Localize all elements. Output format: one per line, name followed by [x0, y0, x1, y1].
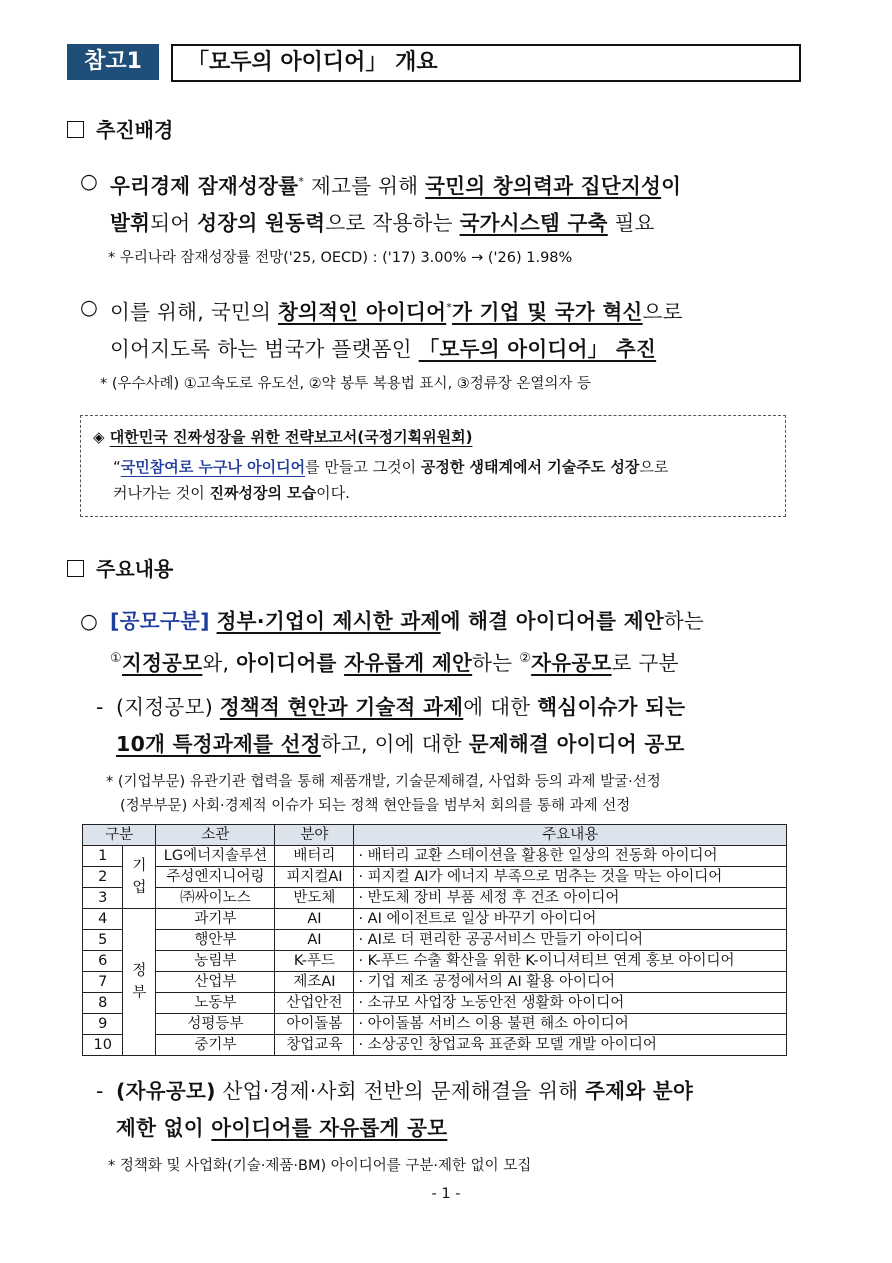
group-company: 기 업	[123, 846, 156, 909]
table-row	[83, 888, 787, 909]
table-row	[83, 993, 787, 1014]
reference-tag: 참고1	[67, 44, 159, 80]
table-header-category: 구분	[83, 825, 156, 846]
main-paragraph-3: - (자유공모) 산업·경제·사회 전반의 문제해결을 위해 주제와 분야 제한 없이 아이디어를 자유롭게 공모	[96, 1079, 694, 1140]
row-ministry: 농림부	[156, 951, 275, 972]
circle-bullet-icon: ○	[80, 169, 99, 193]
page-title: 「모두의 아이디어」 개요	[171, 44, 801, 82]
table-row	[83, 930, 787, 951]
table-row	[83, 846, 787, 867]
page-number: - 1 -	[431, 1186, 461, 1202]
row-field: AI	[275, 909, 354, 930]
footnote-growth-rate: * 우리나라 잠재성장률 전망('25, OECD) : ('17) 3.00% → ('26) 1.98%	[108, 250, 573, 266]
row-content: · 기업 제조 공정에서의 AI 활용 아이디어	[354, 972, 787, 993]
group-government: 정 부	[123, 909, 156, 1056]
row-field: 배터리	[275, 846, 354, 867]
footnote-examples: * (우수사례) ①고속도로 유도선, ②약 봉투 복용법 표시, ③정류장 온열의자 등	[100, 376, 592, 392]
circle-bullet-icon: ○	[80, 295, 99, 319]
checkbox-square-icon	[67, 121, 84, 138]
checkbox-square-icon	[67, 560, 84, 577]
section-heading-main-content: 주요내용	[67, 553, 173, 582]
table-row	[83, 867, 787, 888]
row-number: 4	[83, 909, 123, 930]
main-paragraph-1: ○ [공모구분] 정부·기업이 제시한 과제에 해결 아이디어를 제안하는 ①지정공모와, 아이디어를 자유롭게 제안하는 ②자유공모로 구분	[110, 603, 790, 682]
row-ministry: ㈜싸이노스	[156, 888, 275, 909]
challenge-table	[82, 824, 787, 1056]
row-ministry: LG에너지솔루션	[156, 846, 275, 867]
footnote-government-sector: (정부부문) 사회·경제적 이슈가 되는 정책 현안들을 범부처 회의를 통해 과제 선정	[120, 798, 631, 814]
row-content: · 배터리 교환 스테이션을 활용한 일상의 전동화 아이디어	[354, 846, 787, 867]
row-field: 제조AI	[275, 972, 354, 993]
table-row	[83, 951, 787, 972]
background-paragraph-1: ○ 우리경제 잠재성장률* 제고를 위해 국민의 창의력과 집단지성이 발휘되어 성장의 원동력으로 작용하는 국가시스템 구축 필요	[110, 163, 790, 242]
quote-title: ◈ 대한민국 진짜성장을 위한 전략보고서(국정기획위원회)	[93, 428, 473, 446]
row-ministry: 노동부	[156, 993, 275, 1014]
row-field: 반도체	[275, 888, 354, 909]
table-row	[83, 1035, 787, 1056]
table-header-ministry: 소관	[156, 825, 275, 846]
row-field: K-푸드	[275, 951, 354, 972]
row-ministry: 산업부	[156, 972, 275, 993]
table-row	[83, 972, 787, 993]
row-ministry: 주성엔지니어링	[156, 867, 275, 888]
table-header-row	[83, 825, 787, 846]
table-row	[83, 1014, 787, 1035]
row-content: · 소상공인 창업교육 표준화 모델 개발 아이디어	[354, 1035, 787, 1056]
row-number: 9	[83, 1014, 123, 1035]
diamond-bullet-icon: ◈	[93, 428, 105, 446]
row-number: 5	[83, 930, 123, 951]
row-ministry: 성평등부	[156, 1014, 275, 1035]
section-heading-background: 추진배경	[67, 114, 173, 143]
row-field: AI	[275, 930, 354, 951]
footnote-company-sector: * (기업부문) 유관기관 협력을 통해 제품개발, 기술문제해결, 사업화 등의 과제 발굴·선정	[106, 774, 661, 790]
row-number: 10	[83, 1035, 123, 1056]
row-number: 8	[83, 993, 123, 1014]
row-content: · K-푸드 수출 확산을 위한 K-이니셔티브 연계 홍보 아이디어	[354, 951, 787, 972]
row-field: 창업교육	[275, 1035, 354, 1056]
main-paragraph-2: - (지정공모) 정책적 현안과 기술적 과제에 대한 핵심이슈가 되는 10개 특정과제를 선정하고, 이에 대한 문제해결 아이디어 공모	[96, 695, 686, 756]
table-row	[83, 909, 787, 930]
table-header-field: 분야	[275, 825, 354, 846]
row-field: 산업안전	[275, 993, 354, 1014]
row-content: · 피지컬 AI가 에너지 부족으로 멈추는 것을 막는 아이디어	[354, 867, 787, 888]
row-ministry: 과기부	[156, 909, 275, 930]
row-content: · 반도체 장비 부품 세정 후 건조 아이디어	[354, 888, 787, 909]
strategy-report-quote-box	[80, 415, 786, 517]
footnote-free-contest: * 정책화 및 사업화(기술·제품·BM) 아이디어를 구분·제한 없이 모집	[108, 1158, 532, 1174]
row-number: 1	[83, 846, 123, 867]
row-field: 아이돌봄	[275, 1014, 354, 1035]
circle-bullet-icon: ○	[80, 609, 99, 633]
row-number: 2	[83, 867, 123, 888]
row-number: 7	[83, 972, 123, 993]
row-field: 피지컬AI	[275, 867, 354, 888]
table-header-content: 주요내용	[354, 825, 787, 846]
row-number: 6	[83, 951, 123, 972]
row-number: 3	[83, 888, 123, 909]
row-content: · AI 에이전트로 일상 바꾸기 아이디어	[354, 909, 787, 930]
row-ministry: 행안부	[156, 930, 275, 951]
row-ministry: 중기부	[156, 1035, 275, 1056]
background-paragraph-2: ○ 이를 위해, 국민의 창의적인 아이디어*가 기업 및 국가 혁신으로 이어지도록 하는 범국가 플랫폼인 「모두의 아이디어」 추진	[110, 289, 790, 368]
quote-body: “국민참여로 누구나 아이디어를 만들고 그것이 공정한 생태계에서 기술주도 성장으로 커나가는 것이 진짜성장의 모습이다.	[113, 458, 669, 502]
row-content: · AI로 더 편리한 공공서비스 만들기 아이디어	[354, 930, 787, 951]
row-content: · 소규모 사업장 노동안전 생활화 아이디어	[354, 993, 787, 1014]
row-content: · 아이돌봄 서비스 이용 불편 해소 아이디어	[354, 1014, 787, 1035]
